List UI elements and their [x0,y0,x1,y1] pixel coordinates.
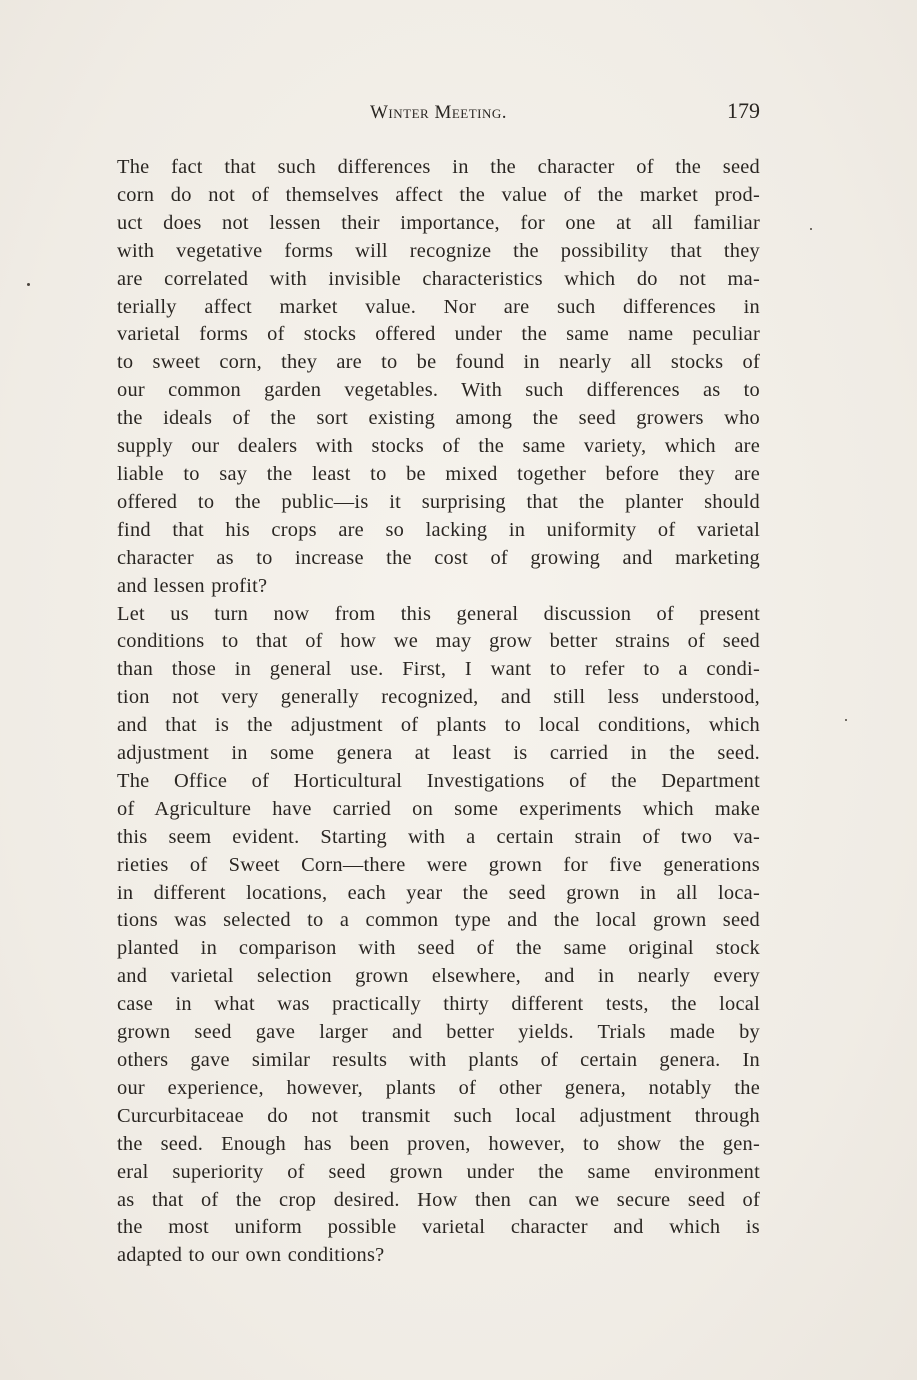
text-line: character as to increase the cost of growing and marketing [117,546,760,569]
paragraph-2 [117,601,760,1271]
text-line: Curcurbitaceae do not transmit such local adjustment through [117,1104,760,1127]
text-line: tion not very generally recognized, and still less understood, [117,686,760,709]
body-text [117,154,760,1270]
text-line: conditions to that of how we may grow better strains of seed [117,630,760,653]
running-head [117,98,760,132]
paragraph-1 [117,154,760,601]
text-line: varietal forms of stocks offered under the same name peculiar [117,323,760,346]
text-line: case in what was practically thirty different tests, the local [117,993,760,1016]
text-line: and lessen profit? [117,574,268,597]
text-line: corn do not of themselves affect the value of the market prod- [117,183,760,206]
text-line: adjustment in some genera at least is carried in the seed. [117,742,760,765]
paper-speck [27,283,30,286]
text-line: this seem evident. Starting with a certain strain of two va- [117,825,760,848]
paper-speck [845,719,847,721]
text-line: the ideals of the sort existing among the seed growers who [117,407,760,430]
text-line: offered to the public—is it surprising that the planter should [117,490,760,513]
text-line: The Office of Horticultural Investigations of the Department [117,769,760,792]
text-line: Let us turn now from this general discussion of present [117,602,760,625]
text-line: our experience, however, plants of other genera, notably the [117,1076,760,1099]
page-number: 179 [727,98,760,123]
text-line: to sweet corn, they are to be found in nearly all stocks of [117,351,760,374]
text-line: The fact that such differences in the character of the seed [117,156,760,178]
text-line: our common garden vegetables. With such differences as to [117,379,760,402]
text-line: eral superiority of seed grown under the same environment [117,1160,760,1183]
text-line: rieties of Sweet Corn—there were grown for five generations [117,853,760,876]
text-line: than those in general use. First, I want to refer to a condi- [117,658,760,681]
text-line: terially affect market value. Nor are such differences in [117,295,760,318]
text-line: are correlated with invisible characteristics which do not ma- [117,267,760,290]
text-line: and that is the adjustment of plants to local conditions, which [117,714,760,737]
text-line: supply our dealers with stocks of the same variety, which are [117,435,760,458]
running-head-title: Winter Meeting. [369,102,508,123]
text-line: grown seed gave larger and better yields. Trials made by [117,1021,760,1044]
text-line: and varietal selection grown elsewhere, and in nearly every [117,965,760,988]
text-line: tions was selected to a common type and the local grown seed [117,909,760,932]
text-line: liable to say the least to be mixed together before they are [117,462,760,485]
text-line: planted in comparison with seed of the same original stock [117,937,760,960]
text-line: the most uniform possible varietal character and which is [117,1216,760,1239]
text-line: uct does not lessen their importance, for one at all familiar [117,211,760,234]
text-line: find that his crops are so lacking in uniformity of varietal [117,518,760,541]
text-line: of Agriculture have carried on some experiments which make [117,797,760,820]
text-line: in different locations, each year the seed grown in all loca- [117,881,760,904]
text-line: adapted to our own conditions? [117,1244,385,1267]
text-line: with vegetative forms will recognize the possibility that they [117,239,760,262]
text-line: as that of the crop desired. How then can we secure seed of [117,1188,760,1211]
text-line: the seed. Enough has been proven, however, to show the gen- [117,1132,760,1155]
paper-speck [810,228,812,230]
text-line: others gave similar results with plants of certain genera. In [117,1049,760,1071]
